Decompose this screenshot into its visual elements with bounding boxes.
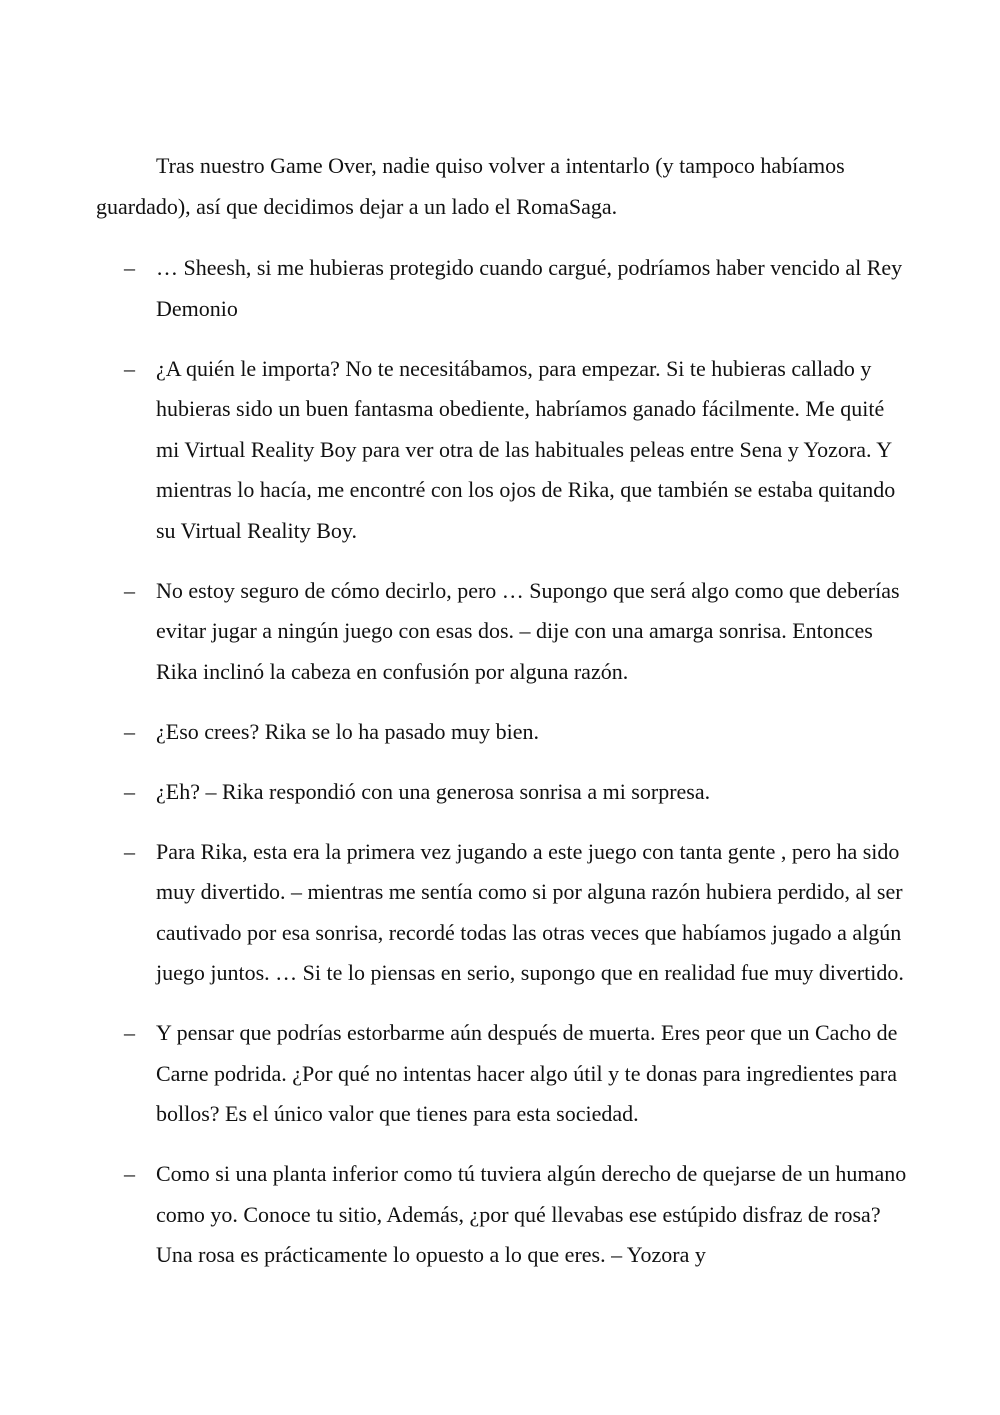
dialogue-item xyxy=(0,349,1000,552)
dialogue-text: ¿Eso crees? Rika se lo ha pasado muy bien. xyxy=(156,718,540,744)
dialogue-item xyxy=(0,772,1000,813)
intro-paragraph: Tras nuestro Game Over, nadie quiso volver a intentarlo (y tampoco habíamos guardado), así que decidimos dejar a un lado el RomaSaga. xyxy=(96,153,845,219)
dialogue-list xyxy=(0,248,1000,1295)
dash-bullet: – xyxy=(124,355,135,381)
dash-bullet: – xyxy=(124,1020,135,1045)
dash-bullet: – xyxy=(124,577,135,603)
dash-bullet: – xyxy=(124,1161,135,1186)
dialogue-item xyxy=(0,1154,1000,1276)
dialogue-item xyxy=(0,1013,1000,1135)
dialogue-text: ¿Eh? – Rika respondió con una generosa sonrisa a mi sorpresa. xyxy=(156,778,711,804)
dialogue-item xyxy=(0,832,1000,994)
dialogue-item xyxy=(0,712,1000,753)
dash-bullet: – xyxy=(124,255,135,280)
dialogue-item xyxy=(0,248,1000,329)
dash-bullet: – xyxy=(124,718,135,744)
dash-bullet: – xyxy=(124,778,135,804)
dialogue-text: No estoy seguro de cómo decirlo, pero … Supongo que será algo como que deberías evitar jugar a ningún juego con esas dos. – dije con una amarga sonrisa. Entonces Rika inclinó la cabeza en confusión por alguna razón. xyxy=(156,577,900,684)
dialogue-text: ¿A quién le importa? No te necesitábamos, para empezar. Si te hubieras callado y hubieras sido un buen fantasma obediente, habríamos ganado fácilmente. Me quité mi Virtual Reality Boy para ver otra de las habituales peleas entre Sena y Yozora. Y mientras lo hacía, me encontré con los ojos de Rika, que también se estaba quitando su Virtual Reality Boy. xyxy=(156,355,896,543)
dialogue-item xyxy=(0,571,1000,693)
dialogue-text: Como si una planta inferior como tú tuviera algún derecho de quejarse de un humano como yo. Conoce tu sitio, Además, ¿por qué llevabas ese estúpido disfraz de rosa? Una rosa es prácticamente lo opuesto a lo que eres. – Yozora y xyxy=(156,1161,907,1267)
dash-bullet: – xyxy=(124,838,135,864)
dialogue-text: … Sheesh, si me hubieras protegido cuando cargué, podríamos haber vencido al Rey Demonio xyxy=(156,255,903,321)
dialogue-text: Y pensar que podrías estorbarme aún después de muerta. Eres peor que un Cacho de Carne podrida. ¿Por qué no intentas hacer algo útil y te donas para ingredientes para bollos? Es el único valor que tienes para esta sociedad. xyxy=(156,1020,898,1126)
dialogue-text: Para Rika, esta era la primera vez jugando a este juego con tanta gente , pero ha sido muy divertido. – mientras me sentía como si por alguna razón hubiera perdido, al ser cautivado por esa sonrisa, recordé todas las otras veces que habíamos jugado a algún juego juntos. … Si te lo piensas en serio, supongo que en realidad fue muy divertido. xyxy=(156,838,904,985)
